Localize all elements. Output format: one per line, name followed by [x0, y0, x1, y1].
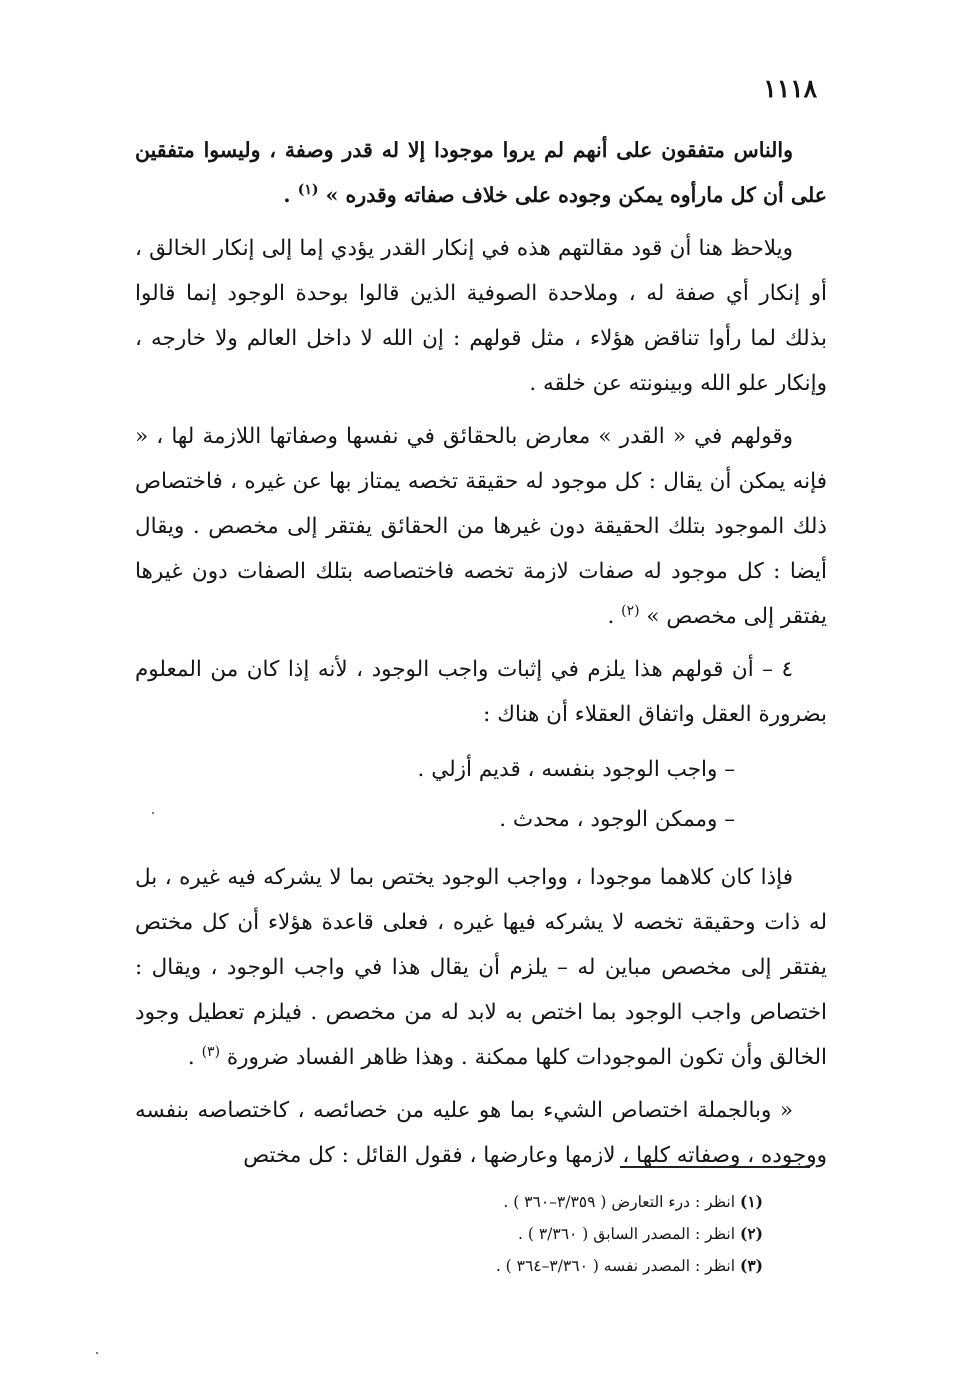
list-item: – وممكن الوجود ، محدث .: [499, 807, 735, 832]
footnotes: [343, 1186, 763, 1282]
footnote-ref: (١): [297, 182, 319, 199]
paragraph-text: فإذا كان كلاهما موجودا ، وواجب الوجود يختص بما لا يشركه فيه غيره ، بل له ذات وحقيقة تخصه لا يشركه فيها غيره ، فعلى قاعدة هؤلاء أن كل مختص يفتقر إلى مخصص مباين له – يلزم أن يقال هذا في واجب الوجود ، ويقال : اختصاص واجب الوجود بما اختص به لابد له من مخصص . فيلزم تعطيل وجود الخالق وأن تكون الموجودات كلها ممكنة . وهذا ظاهر الفساد ضرورة: [135, 865, 827, 1070]
paragraph-tail: .: [607, 604, 622, 629]
footnote-item: [343, 1186, 763, 1218]
footnote-text: انظر : المصدر نفسه ( ٣/٣٦٠–٣٦٤ ) .: [495, 1257, 736, 1275]
footnote-text: انظر : المصدر السابق ( ٣/٣٦٠ ) .: [518, 1225, 736, 1243]
footnote-ref: (٣): [201, 1043, 221, 1060]
paragraph-tail: .: [187, 1045, 202, 1070]
paragraph-qadar: [135, 414, 827, 639]
paragraph-text: والناس متفقون على أنهم لم يروا موجودا إلا له قدر وصفة ، وليسوا متفقين على أن كل مارأوه يمكن وجوده على خلاف صفاته وقدره »: [135, 138, 827, 207]
paragraph-text: وقولهم في « القدر » معارض بالحقائق في نفسها وصفاتها اللازمة لها ، « فإنه يمكن أن يقال : كل موجود له حقيقة تخصه يمتاز بها عن غيره ، فاختصاص ذلك الموجود بتلك الحقيقة دون غيرها من الحقائق يفتقر إلى مخصص . ويقال أيضا : كل موجود له صفات لازمة تخصه فاختصاصه بتلك الصفات دون غيرها يفتقر إلى مخصص »: [135, 424, 827, 629]
footnote-item: [343, 1218, 763, 1250]
paragraph-point-4: [135, 647, 827, 737]
footnote-number: (٣): [739, 1256, 763, 1275]
main-text: [135, 128, 827, 1186]
paragraph-observation: [135, 226, 827, 406]
page-number: ١١١٨: [763, 74, 817, 103]
list-item: – واجب الوجود بنفسه ، قديم أزلي .: [417, 757, 735, 782]
footnote-number: (١): [739, 1192, 763, 1211]
scan-speck: [152, 812, 154, 814]
footnote-divider: [620, 1166, 810, 1168]
paragraph-quote-end: [135, 128, 827, 218]
paragraph-conclusion: [135, 855, 827, 1080]
paragraph-text: ٤ – أن قولهم هذا يلزم في إثبات واجب الوجود ، لأنه إذا كان من المعلوم بضرورة العقل واتفاق العقلاء أن هناك :: [135, 657, 827, 727]
paragraph-tail: .: [283, 183, 298, 207]
paragraph-text: « وبالجملة اختصاص الشيء بما هو عليه من خصائصه ، كاختصاصه بنفسه ووجوده ، وصفاته كلها ، لازمها وعارضها ، فقول القائل : كل مختص: [135, 1098, 827, 1168]
footnote-text: انظر : درء التعارض ( ٣/٣٥٩–٣٦٠ ) .: [503, 1193, 736, 1211]
scan-speck: [96, 1352, 98, 1354]
footnote-ref: (٢): [621, 602, 640, 619]
paragraph-summary: [135, 1088, 827, 1178]
paragraph-text: ويلاحظ هنا أن قود مقالتهم هذه في إنكار القدر يؤدي إما إلى إنكار الخالق ، أو إنكار أي صفة له ، وملاحدة الصوفية الذين قالوا بوحدة الوجود إنما قالوا بذلك لما رأوا تناقض هؤلاء ، مثل قولهم : إن الله لا داخل العالم ولا خارجه ، وإنكار علو الله وبينونته عن خلقه .: [135, 236, 827, 396]
footnote-item: [343, 1250, 763, 1282]
footnote-number: (٢): [739, 1224, 763, 1243]
